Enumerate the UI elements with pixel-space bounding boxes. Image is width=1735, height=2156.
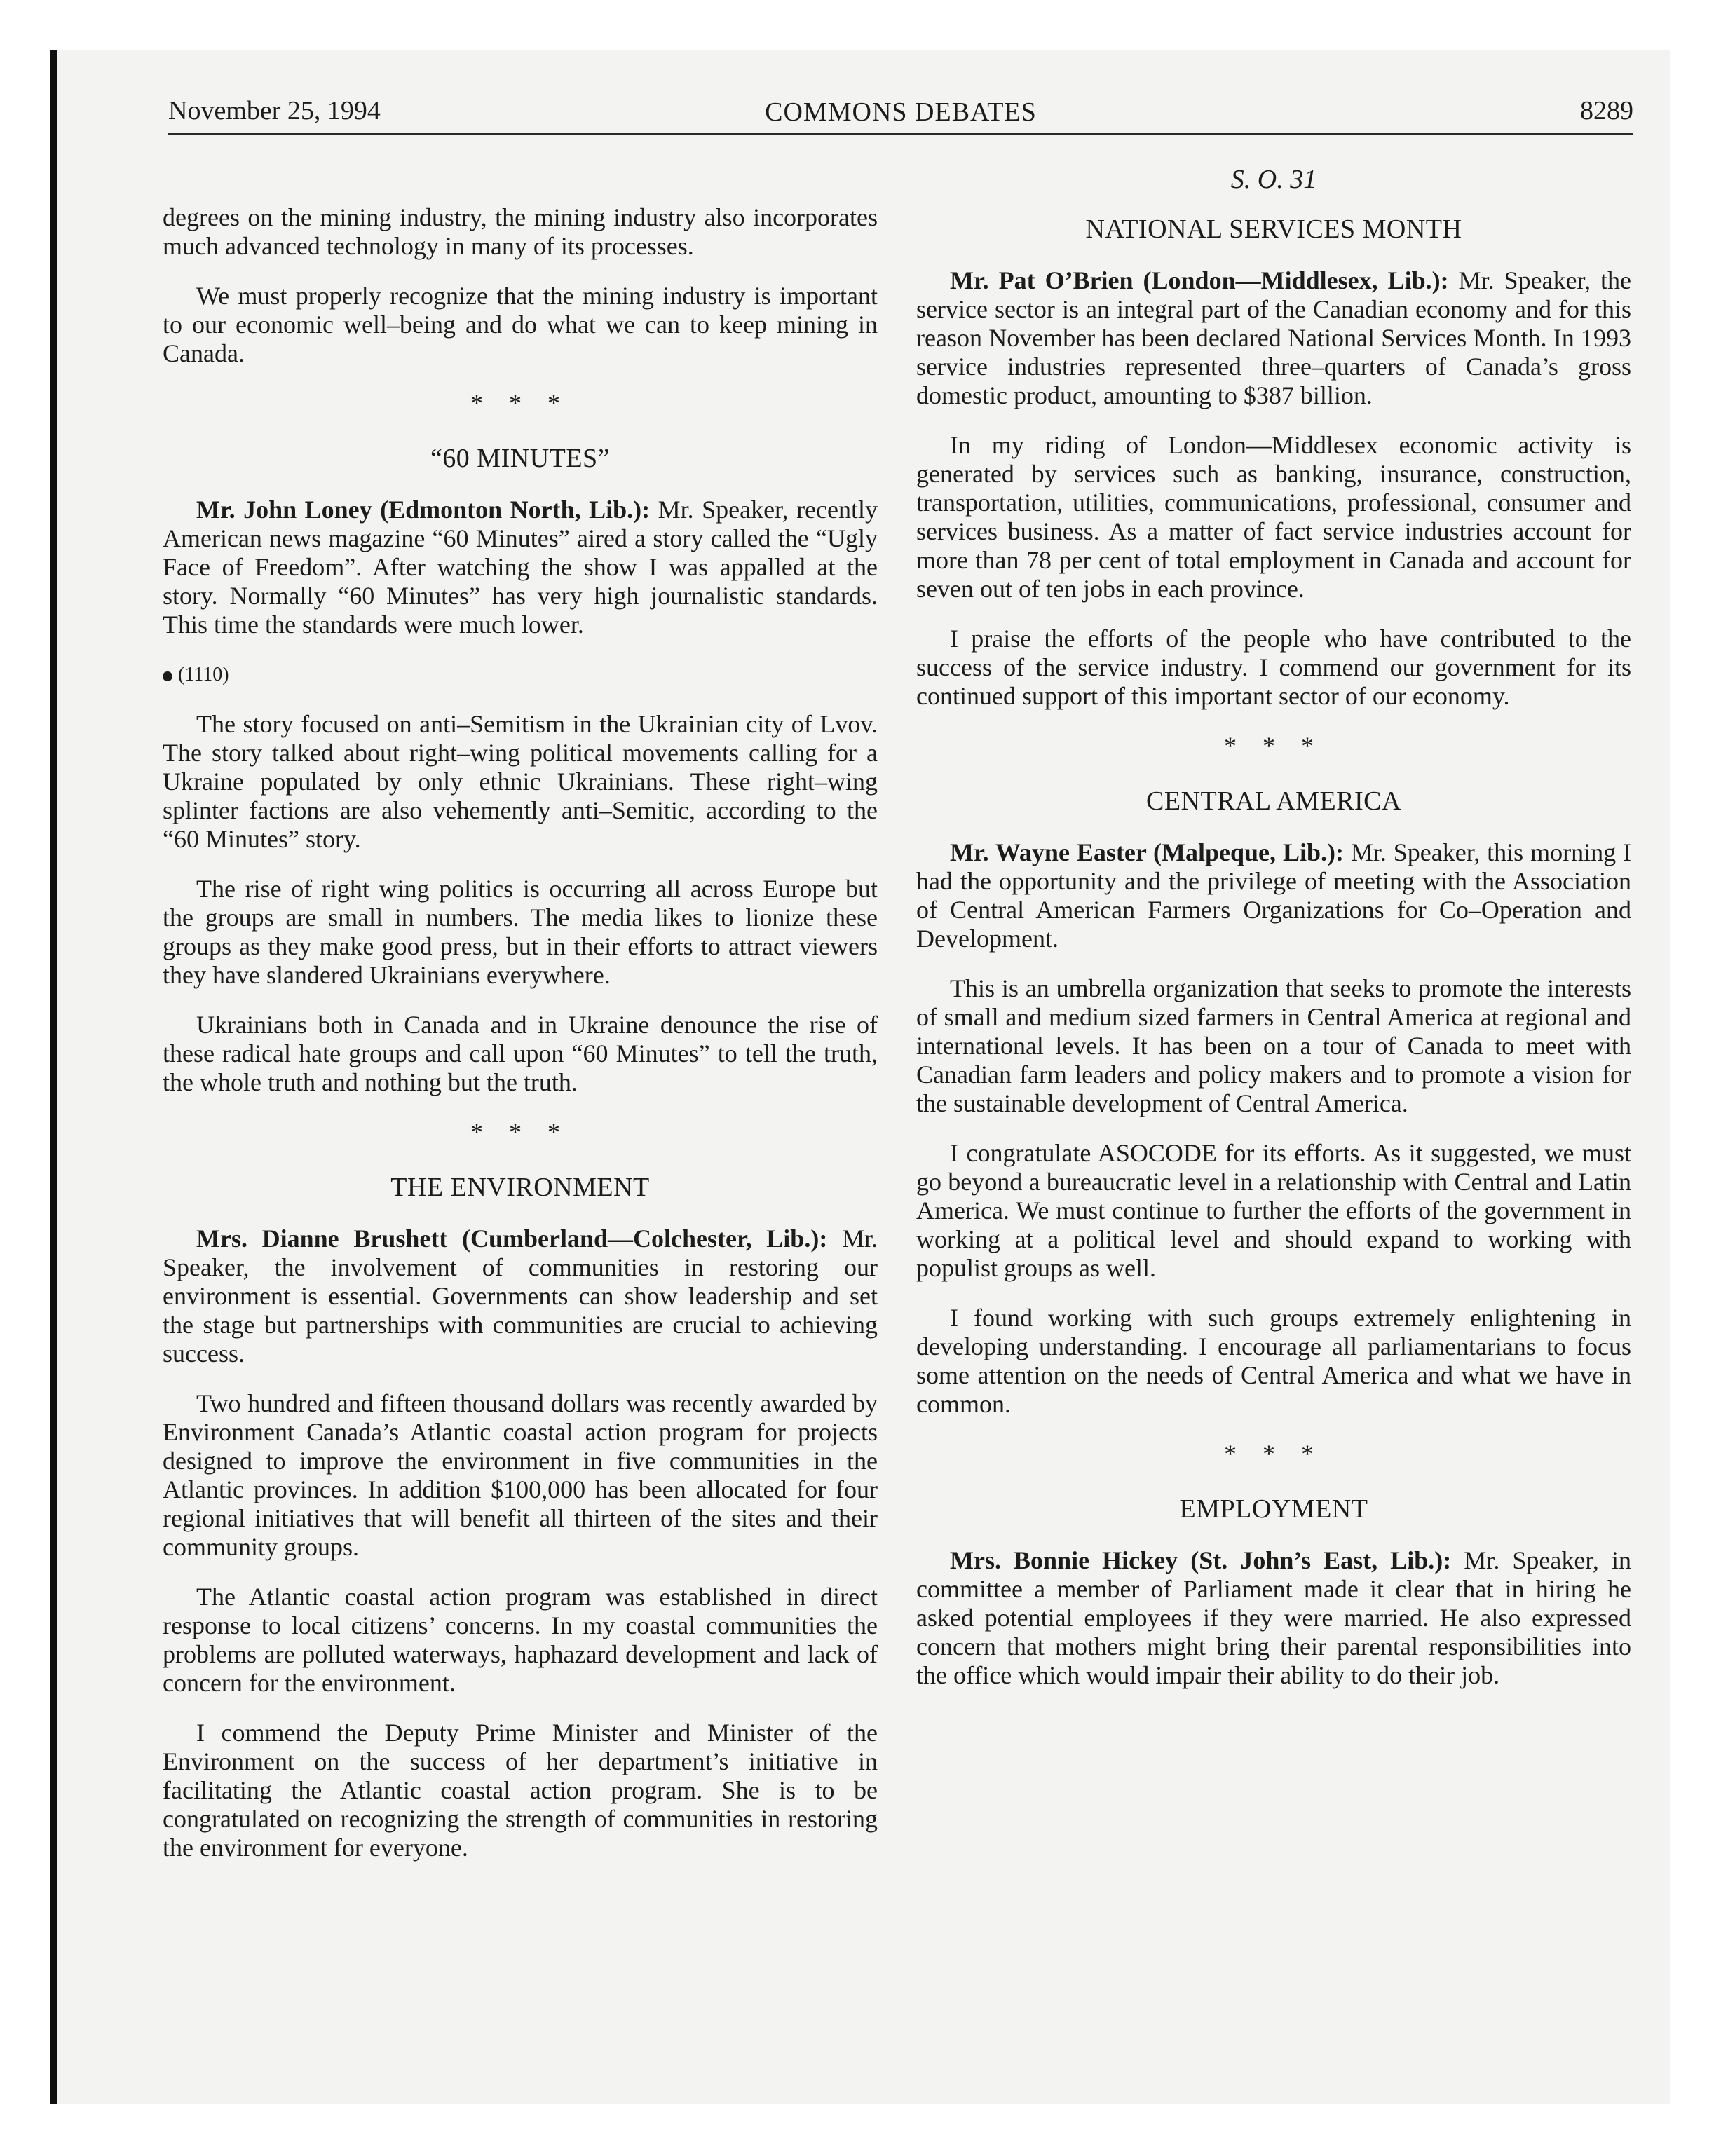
time-marker (163, 660, 878, 689)
header-page-number: 8289 (1580, 96, 1633, 125)
speech-text: Mr. Speaker, in committee a member of Parliament made it clear that in hiring he asked potential employees if they were married. He also expressed concern that mothers might bring their parental responsibilities into the office which would impair their ability to do their job. (916, 1546, 1631, 1689)
speech-text: Mr. Speaker, this morning I had the opportunity and the privilege of meeting with the Association of Central American Farmers Organizations for Co–Operation and Development. (916, 838, 1631, 953)
paragraph: The story focused on anti–Semitism in the Ukrainian city of Lvov. The story talked about right–wing political movements calling for a Ukraine populated by only ethnic Ukrainians. These right–wing splinter factions are also vehemently anti–Semitic, according to the “60 Minutes” story. (163, 710, 878, 853)
speech-paragraph (163, 1224, 878, 1368)
bullet-icon (163, 671, 172, 681)
speaker-name: Mr. Pat O’Brien (London—Middlesex, Lib.): (950, 266, 1449, 294)
paragraph: This is an umbrella organization that seeks to promote the interests of small and medium sized farmers in Central America at regional and international levels. It has been on a tour of Canada to meet with Canadian farm leaders and policy makers and to promote a vision for the sustainable development of Central America. (916, 974, 1631, 1117)
section-separator: * * * (470, 1118, 570, 1146)
page-header (168, 91, 1633, 135)
paragraph: The rise of right wing politics is occurring all across Europe but the groups are small in numbers. The media likes to lionize these groups as they make good press, but in their efforts to attract viewers they have slandered Ukrainians everywhere. (163, 875, 878, 989)
right-column (916, 165, 1631, 1711)
section-separator: * * * (1224, 1440, 1324, 1468)
header-title: COMMONS DEBATES (765, 97, 1037, 127)
section-separator: * * * (470, 389, 570, 417)
speaker-name: Mr. John Loney (Edmonton North, Lib.): (196, 496, 651, 524)
section-heading: EMPLOYMENT (1179, 1494, 1368, 1524)
section-heading: NATIONAL SERVICES MONTH (1085, 214, 1462, 244)
speech-text: Mr. Speaker, the involvement of communities in restoring our environment is essential. Governments can show leadership and set the stage but partnerships with communities are crucial to achieving success. (163, 1224, 878, 1367)
speech-paragraph (916, 266, 1631, 410)
paragraph: We must properly recognize that the mining industry is important to our economic well–being and do what we can to keep mining in Canada. (163, 282, 878, 367)
section-heading: “60 MINUTES” (430, 444, 611, 473)
speaker-name: Mrs. Dianne Brushett (Cumberland—Colchester, Lib.): (196, 1224, 828, 1253)
header-date: November 25, 1994 (168, 96, 381, 125)
speech-paragraph (163, 496, 878, 639)
speaker-name: Mr. Wayne Easter (Malpeque, Lib.): (950, 838, 1344, 866)
speech-text: Mr. Speaker, recently American news magazine “60 Minutes” aired a story called the “Ugly Face of Freedom”. After watching the show I was appalled at the story. Normally “60 Minutes” has very high journalistic standards. This time the standards were much lower. (163, 496, 878, 639)
speech-paragraph (916, 1546, 1631, 1690)
speech-text: Mr. Speaker, the service sector is an integral part of the Canadian economy and for this reason November has been declared National Services Month. In 1993 service industries represented three–quarters of Canada’s gross domestic product, amounting to $387 billion. (916, 266, 1631, 409)
paragraph: I commend the Deputy Prime Minister and Minister of the Environment on the success of her department’s initiative in facilitating the Atlantic coastal action program. She is to be congratulated on recognizing the strength of communities in restoring the environment for everyone. (163, 1719, 878, 1862)
speaker-name: Mrs. Bonnie Hickey (St. John’s East, Lib.): (950, 1546, 1452, 1574)
time-marker-text: (1110) (178, 664, 229, 685)
scan-edge (50, 50, 57, 2104)
section-heading: CENTRAL AMERICA (1146, 786, 1401, 816)
paragraph: Two hundred and fifteen thousand dollars was recently awarded by Environment Canada’s Atlantic coastal action program for projects designed to improve the environment in five communities in the Atlantic provinces. In addition $100,000 has been allocated for four regional initiatives that will benefit all thirteen of the sites and their community groups. (163, 1389, 878, 1561)
paragraph: The Atlantic coastal action program was established in direct response to local citizens’ concerns. In my coastal communities the problems are polluted waterways, haphazard development and lack of concern for the environment. (163, 1583, 878, 1697)
section-heading: THE ENVIRONMENT (390, 1173, 650, 1202)
paragraph: In my riding of London—Middlesex economic activity is generated by services such as banking, insurance, construction, transportation, utilities, communications, professional, consumer and services business. As a matter of fact service industries account for more than 78 per cent of total employment in Canada and account for seven out of ten jobs in each province. (916, 431, 1631, 603)
paragraph: degrees on the mining industry, the mining industry also incorporates much advanced technology in many of its processes. (163, 203, 878, 260)
paragraph: I praise the efforts of the people who have contributed to the success of the service industry. I commend our government for its continued support of this important sector of our economy. (916, 625, 1631, 710)
speech-paragraph (916, 838, 1631, 953)
standing-order-label: S. O. 31 (1230, 165, 1317, 194)
paragraph: Ukrainians both in Canada and in Ukraine denounce the rise of these radical hate groups and call upon “60 Minutes” to tell the truth, the whole truth and nothing but the truth. (163, 1011, 878, 1096)
paragraph: I found working with such groups extremely enlightening in developing understanding. I encourage all parliamentarians to focus some attention on the needs of Central America and what we have in common. (916, 1304, 1631, 1418)
paragraph: I congratulate ASOCODE for its efforts. As it suggested, we must go beyond a bureaucratic level in a relationship with Central and Latin America. We must continue to further the efforts of the government in working at a political level and should expand to working with populist groups as well. (916, 1139, 1631, 1282)
section-separator: * * * (1224, 732, 1324, 760)
left-column (163, 203, 878, 1883)
